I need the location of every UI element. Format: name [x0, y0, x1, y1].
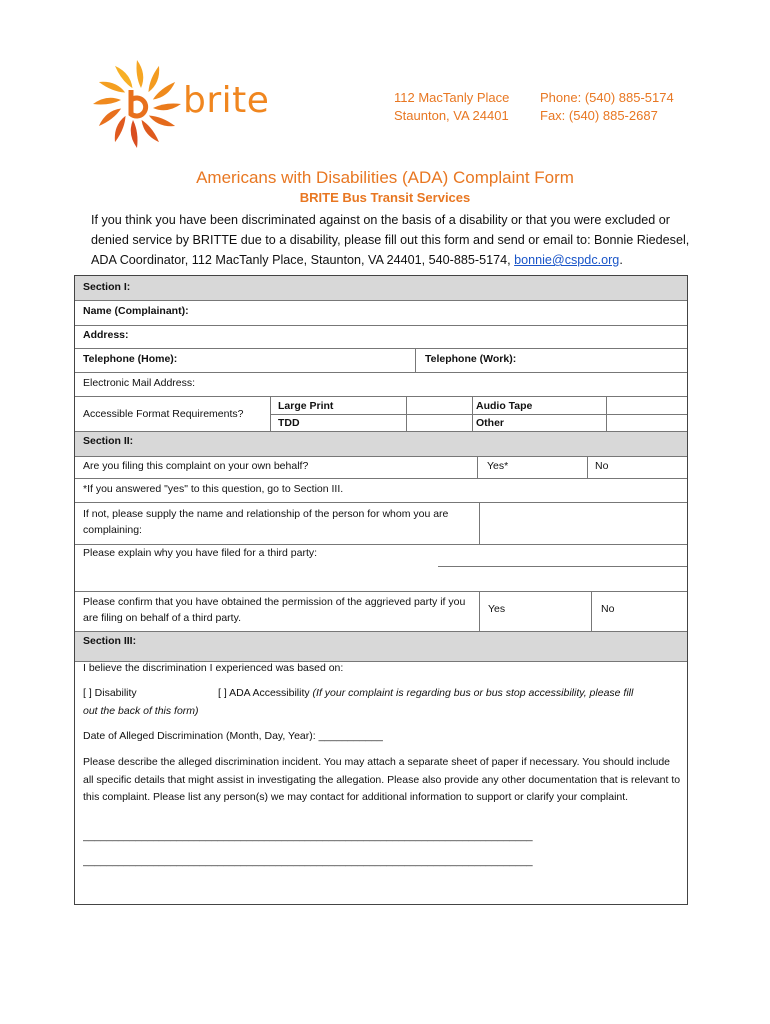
tel-work-label: Telephone (Work): [425, 353, 517, 365]
ada-note: (If your complaint is regarding bus or bus stop accessibility, please fill [312, 687, 634, 699]
basis-label: I believe the discrimination I experienced was based on: [83, 662, 344, 674]
intro-text: If you think you have been discriminated against on the basis of a disability or that you were excluded or denied service by BRITTE due to a disability, please fill out this form and send or email to: Bonnie Riedesel, ADA Coordinator, 112 MacTanly Place, Staunton, VA 24401, 540-885-5174, [91, 213, 690, 267]
tdd-option[interactable]: TDD [278, 417, 300, 429]
permission-yes[interactable]: Yes [488, 603, 506, 615]
disability-checkbox[interactable]: [ ] Disability [83, 687, 137, 699]
own-behalf-question: Are you filing this complaint on your own behalf? [83, 460, 309, 472]
own-behalf-yes[interactable]: Yes* [487, 460, 509, 472]
section1-shade [75, 276, 687, 300]
email-label: Electronic Mail Address: [83, 377, 196, 389]
address-line1: 112 MacTanly Place [394, 90, 510, 105]
describe-blank-line-1[interactable]: _____________________________________________________________________________ [83, 830, 533, 842]
tel-home-label: Telephone (Home): [83, 353, 178, 365]
section2-shade [75, 431, 687, 456]
address-line2: Staunton, VA 24401 [394, 108, 509, 123]
explain-label: Please explain why you have filed for a third party: [83, 547, 318, 559]
permission-label: Please confirm that you have obtained the permission of the aggrieved party if you are filing on behalf of a third party. [83, 596, 466, 624]
section2-heading: Section II: [83, 435, 134, 447]
email-link[interactable]: bonnie@cspdc.org [514, 253, 620, 267]
fax: Fax: (540) 885-2687 [540, 108, 658, 123]
describe-blank-line-2[interactable]: _____________________________________________________________________________ [83, 855, 533, 867]
section3-heading: Section III: [83, 635, 137, 647]
name-label: Name (Complainant): [83, 305, 189, 317]
form-title: Americans with Disabilities (ADA) Complaint Form [196, 168, 574, 187]
accessible-format-label: Accessible Format Requirements? [83, 408, 244, 420]
permission-no[interactable]: No [601, 603, 615, 615]
form-subtitle: BRITE Bus Transit Services [299, 190, 471, 205]
third-party-label: If not, please supply the name and relationship of the person for whom you are complaining: [83, 508, 449, 536]
brand-name: brite [183, 80, 270, 121]
own-behalf-no[interactable]: No [595, 460, 609, 472]
ada-accessibility-checkbox[interactable]: [ ] ADA Accessibility [218, 687, 310, 699]
intro-end: . [619, 253, 623, 267]
intro-paragraph [91, 210, 691, 270]
if-yes-note: *If you answered "yes" to this question, go to Section III. [83, 483, 344, 495]
date-label[interactable]: Date of Alleged Discrimination (Month, Day, Year): ___________ [83, 730, 383, 742]
section1-heading: Section I: [83, 281, 131, 293]
ada-accessibility-line [218, 687, 633, 699]
audio-tape-option[interactable]: Audio Tape [476, 400, 533, 412]
phone: Phone: (540) 885-5174 [540, 90, 674, 105]
ada-note-continued: out the back of this form) [83, 705, 199, 717]
section3-shade [75, 631, 687, 661]
other-option[interactable]: Other [476, 417, 505, 429]
address [394, 89, 509, 125]
complaint-form [74, 275, 688, 905]
large-print-option[interactable]: Large Print [278, 400, 334, 412]
address-label: Address: [83, 329, 129, 341]
describe-instructions: Please describe the alleged discrimination incident. You may attach a separate sheet of paper if necessary. You should include all specific details that might assist in investigating the allegation. Please also provide any other documentation that is relevant to this complaint. Please list any person(s) we may contact for additional information to support or clarify your complaint. [83, 756, 681, 803]
contact [540, 89, 674, 125]
brite-logo-icon [92, 58, 182, 150]
